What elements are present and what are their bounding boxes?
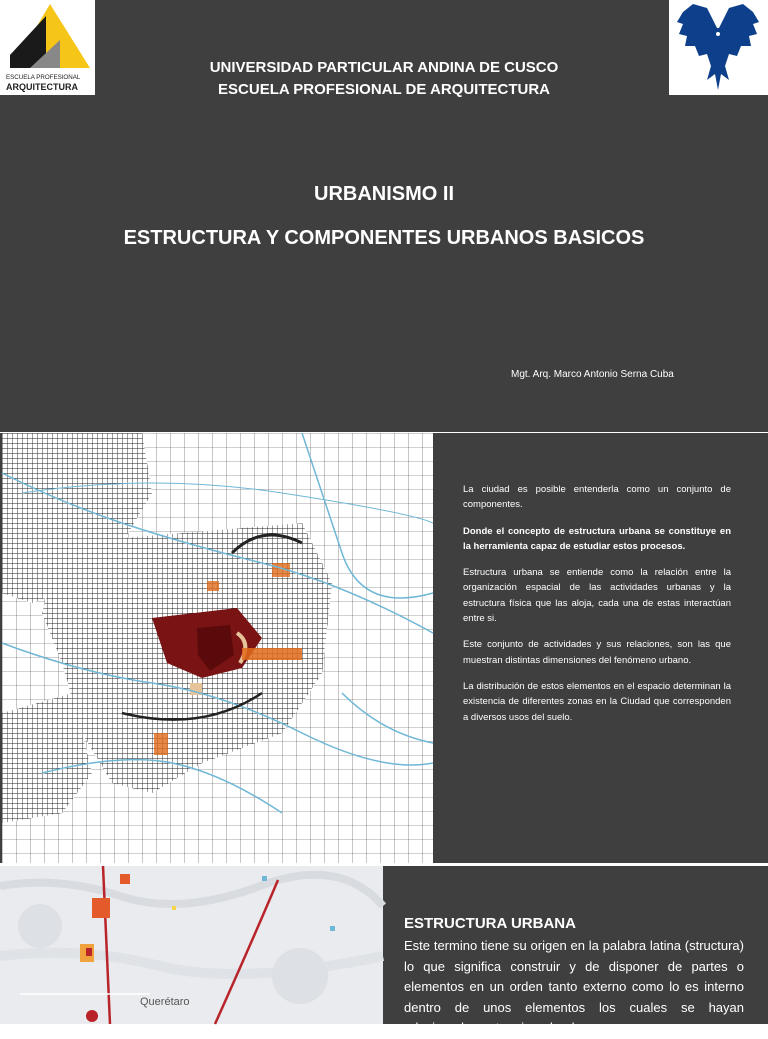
architecture-school-logo — [0, 0, 95, 95]
eagle-logo-icon — [669, 0, 768, 95]
university-name: UNIVERSIDAD PARTICULAR ANDINA DE CUSCO — [209, 59, 559, 76]
paragraph: La distribución de estos elementos en el espacio determinan la existencia de diferentes zonas en la Ciudad que corresponden a diversos usos del suelo. — [463, 680, 731, 723]
map-city-label: Querétaro — [140, 996, 190, 1008]
course-title: URBANISMO II — [314, 183, 454, 205]
svg-text:ESCUELA PROFESIONAL: ESCUELA PROFESIONAL — [6, 74, 81, 81]
paragraph: La ciudad es posible entenderla como un conjunto de componentes. — [463, 484, 731, 511]
title-slide — [0, 0, 768, 432]
section-body: Este termino tiene su origen en la palabra latina (structura) lo que significa construir y de disponer de partes o elementos en un orden tanto externo como lo es interno dentro de unos elementos los cuales se hayan relacionados entre si en donde — [404, 938, 744, 1035]
urban-structure-slide — [0, 433, 768, 863]
paragraph-bold: Donde el concepto de estructura urbana se constituye en la herramienta capaz de estudiar estos procesos. — [463, 525, 731, 552]
svg-text:ARQUITECTURA: ARQUITECTURA — [6, 82, 78, 92]
urban-structure-definition-slide — [0, 866, 768, 1035]
section-title: ESTRUCTURA URBANA — [404, 915, 576, 932]
structure-description — [463, 482, 731, 736]
school-name: ESCUELA PROFESIONAL DE ARQUITECTURA — [218, 81, 550, 98]
city-map-image — [2, 433, 433, 863]
regional-map-image — [0, 866, 383, 1024]
topic-title: ESTRUCTURA Y COMPONENTES URBANOS BASICOS — [123, 227, 645, 249]
paragraph: Este conjunto de actividades y sus relaciones, son las que muestran distintas dimensiones del fenómeno urbano. — [463, 639, 731, 666]
paragraph: Estructura urbana se entiende como la relación entre la organización espacial de las actividades urbanas y la estructura física que las aloja, cada una de estas interactúan entre si. — [463, 567, 731, 625]
author-name: Mgt. Arq. Marco Antonio Serna Cuba — [511, 369, 674, 380]
